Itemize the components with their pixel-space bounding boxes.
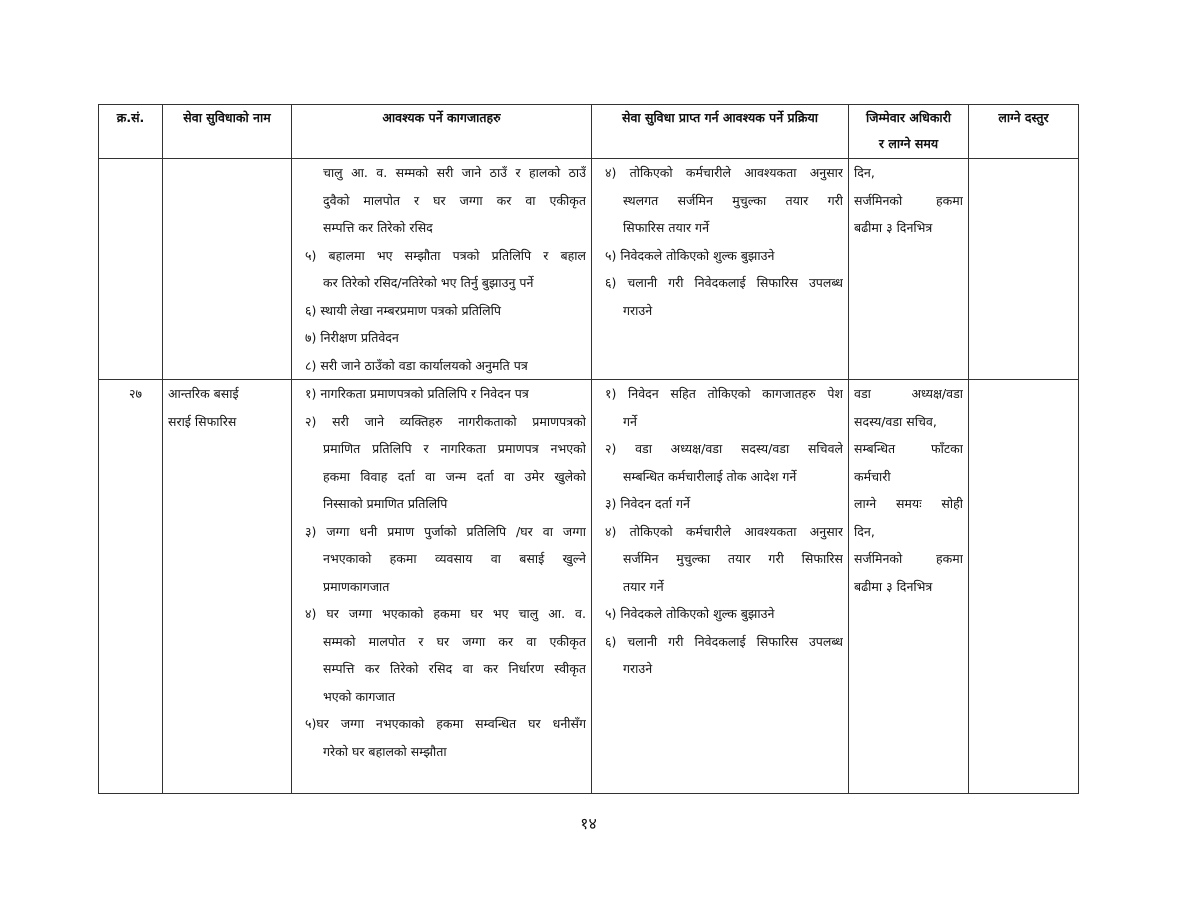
header-serial: क्र.सं. xyxy=(99,105,163,159)
header-process: सेवा सुविधा प्राप्त गर्न आवश्यक पर्ने प्रक्रिया xyxy=(592,105,849,159)
row-serial xyxy=(99,159,163,380)
row-process: ४) तोकिएको कर्मचारीले आवश्यकता अनुसार स्थलगत सर्जमिन मुचुल्का तयार गरी सिफारिस तयार गर्ने ५) निवेदकले तोकिएको शुल्क बुझाउने ६) चलानी गरी निवेदकलाई सिफारिस उपलब्ध गराउने xyxy=(592,159,849,380)
services-table xyxy=(98,104,1079,794)
header-fee: लाग्ने दस्तुर xyxy=(969,105,1079,159)
table-header-row xyxy=(99,105,1079,159)
row-fee xyxy=(969,159,1079,380)
page-number: १४ xyxy=(580,814,597,833)
row-fee xyxy=(969,380,1079,794)
header-service-name: सेवा सुविधाको नाम xyxy=(163,105,292,159)
table-row xyxy=(99,380,1079,794)
row-responsible: दिन, सर्जमिनको हकमा बढीमा ३ दिनभित्र xyxy=(849,159,969,380)
row-documents: १) नागरिकता प्रमाणपत्रको प्रतिलिपि र निवेदन पत्र २) सरी जाने व्यक्तिहरु नागरीकताको प्रमाणपत्रको प्रमाणित प्रतिलिपि र नागरिकता प्रमाणपत्र नभएको हकमा विवाह दर्ता वा जन्म दर्ता वा उमेर खुलेको निस्साको प्रमाणित प्रतिलिपि ३) जग्गा धनी प्रमाण पुर्जाको प्रतिलिपि /घर वा जग्गा नभएकाको हकमा व्यवसाय वा बसाई खुल्ने प्रमाणकागजात ४) घर जग्गा भएकाको हकमा घर भए चालु आ. व. सम्मको मालपोत र घर जग्गा कर वा एकीकृत सम्पत्ति कर तिरेको रसिद वा कर निर्धारण स्वीकृत भएको कागजात ५)घर जग्गा नभएकाको हकमा सम्वन्धित घर धनीसँग गरेको घर बहालको सम्झौता xyxy=(292,380,592,794)
row-service-name xyxy=(163,159,292,380)
row-service-name: आन्तरिक बसाई सराई सिफारिस xyxy=(163,380,292,794)
row-documents: चालु आ. व. सम्मको सरी जाने ठाउँ र हालको ठाउँ दुवैको मालपोत र घर जग्गा कर वा एकीकृत सम्पत्ति कर तिरेको रसिद ५) बहालमा भए सम्झौता पत्रको प्रतिलिपि र बहाल कर तिरेको रसिद/नतिरेको भए तिर्नु बुझाउनु पर्ने ६) स्थायी लेखा नम्बरप्रमाण पत्रको प्रतिलिपि ७) निरीक्षण प्रतिवेदन ८) सरी जाने ठाउँको वडा कार्यालयको अनुमति पत्र xyxy=(292,159,592,380)
row-serial: २७ xyxy=(99,380,163,794)
row-process: १) निवेदन सहित तोकिएको कागजातहरु पेश गर्ने २) वडा अध्यक्ष/वडा सदस्य/वडा सचिवले सम्बन्धित कर्मचारीलाई तोक आदेश गर्ने ३) निवेदन दर्ता गर्ने ४) तोकिएको कर्मचारीले आवश्यकता अनुसार सर्जमिन मुचुल्का तयार गरी सिफारिस तयार गर्ने ५) निवेदकले तोकिएको शुल्क बुझाउने ६) चलानी गरी निवेदकलाई सिफारिस उपलब्ध गराउने xyxy=(592,380,849,794)
row-responsible: वडा अध्यक्ष/वडा सदस्य/वडा सचिव, सम्बन्धित फाँटका कर्मचारी लाग्ने समयः सोही दिन, सर्जमिनको हकमा बढीमा ३ दिनभित्र xyxy=(849,380,969,794)
header-responsible: जिम्मेवार अधिकारी र लाग्ने समय xyxy=(849,105,969,159)
header-documents: आवश्यक पर्ने कागजातहरु xyxy=(292,105,592,159)
table-row xyxy=(99,159,1079,380)
